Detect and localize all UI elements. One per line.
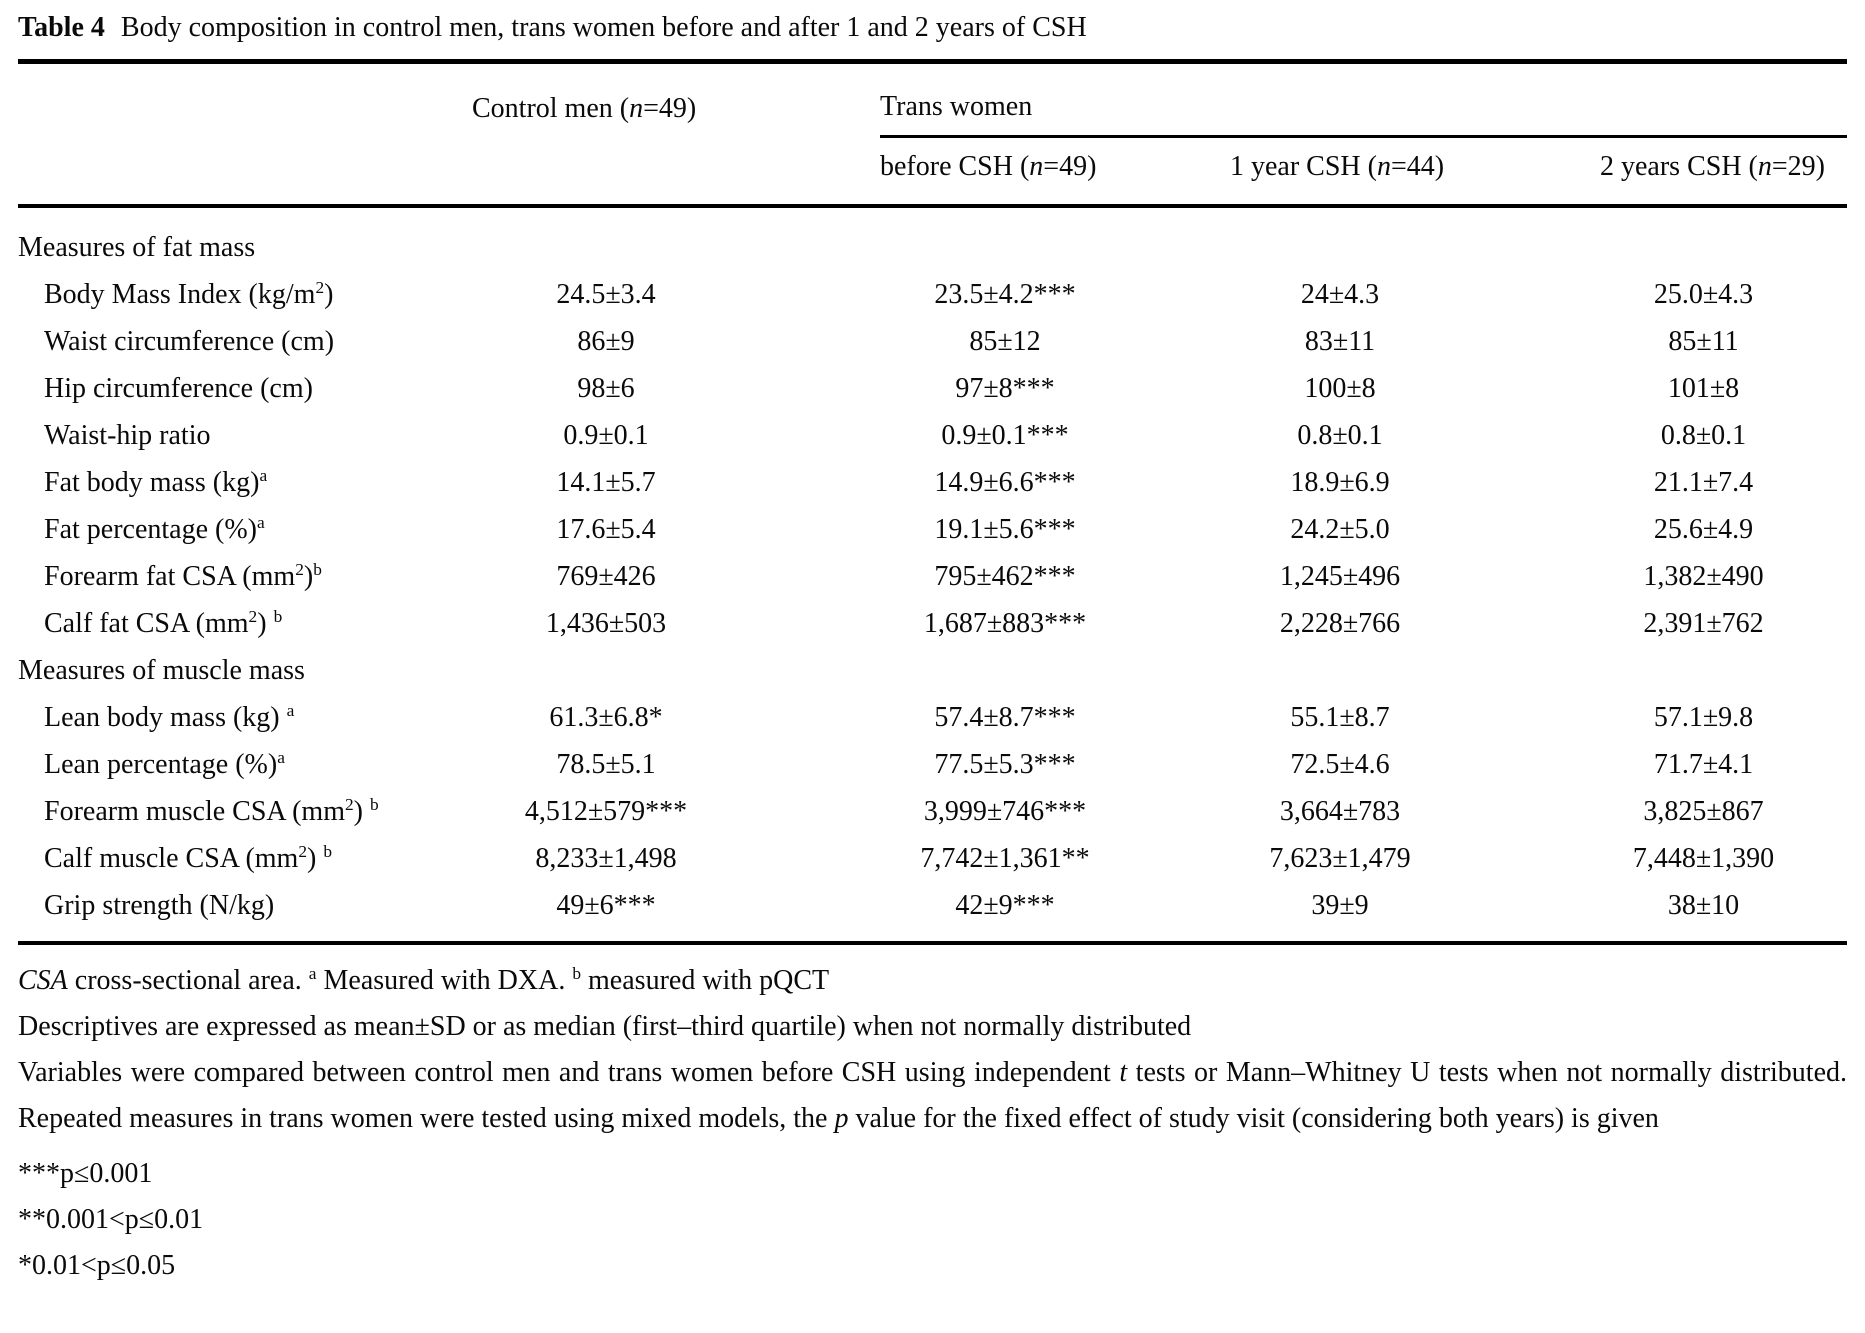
value-cell: 101±8 [1667, 372, 1740, 404]
value-cell: 77.5±5.3*** [934, 748, 1076, 780]
value-cell: 1,245±496 [1279, 560, 1401, 592]
text-segment: ) [324, 278, 334, 310]
value-cell: 24.5±3.4 [556, 278, 656, 310]
table-row [18, 694, 1847, 741]
table-row [18, 412, 1847, 459]
section-row-label [18, 206, 1847, 271]
superscript-mark: b [572, 964, 582, 984]
value-cell: 1,687±883*** [923, 607, 1087, 639]
table-body [18, 206, 1847, 943]
superscript-mark: a [277, 747, 285, 767]
superscript-mark: a [308, 964, 317, 984]
value-cell: 7,448±1,390 [1632, 842, 1775, 874]
superscript-mark: b [370, 794, 379, 814]
text-segment: value for the fixed effect of study visit (considering both years) is given [848, 1103, 1659, 1134]
superscript-mark: 2 [298, 841, 308, 861]
value-cell: 49±6*** [472, 882, 880, 943]
value-cell: 7,742±1,361** [920, 842, 1090, 874]
text-segment: Variables were compared between control men and trans women before CSH using independent [18, 1057, 1120, 1088]
row-label [18, 553, 472, 600]
text-segment: =29) [1771, 151, 1825, 182]
italic-text: n [1376, 151, 1391, 182]
value-cell: 85±12 [969, 325, 1041, 357]
row-label [18, 271, 472, 318]
text-segment: **0.001<p≤0.01 [18, 1204, 204, 1235]
row-label [18, 600, 472, 647]
header-row-group [18, 62, 1847, 137]
superscript-mark: 2 [344, 794, 354, 814]
text-segment: 2 years CSH ( [1600, 151, 1758, 182]
table-number: Table 4 [18, 12, 105, 43]
superscript-mark: b [273, 606, 283, 626]
header-empty-cell [472, 137, 880, 207]
value-cell: 25.0±4.3 [1653, 278, 1754, 310]
value-cell: 3,664±783 [1279, 795, 1401, 827]
value-cell: 18.9±6.9 [1290, 466, 1390, 498]
value-cell: 57.4±8.7*** [934, 701, 1076, 733]
value-cell: 17.6±5.4 [556, 513, 656, 545]
italic-text: n [1029, 151, 1044, 182]
table-row [18, 835, 1847, 882]
value-cell: 19.1±5.6*** [934, 513, 1076, 545]
text-segment: Fat body mass (kg) [44, 466, 260, 498]
row-label [18, 882, 472, 943]
value-cell: 769±426 [556, 560, 656, 592]
table-row [18, 741, 1847, 788]
row-label [18, 318, 472, 365]
footnote-line [18, 1004, 1847, 1050]
row-label [18, 694, 472, 741]
table-row [18, 271, 1847, 318]
body-composition-table [18, 59, 1847, 945]
superscript-mark: a [259, 465, 268, 485]
value-cell: 85±11 [1668, 325, 1739, 357]
value-cell: 14.1±5.7 [556, 466, 656, 498]
value-cell: 0.8±0.1 [1297, 419, 1383, 451]
row-label [18, 788, 472, 835]
value-cell: 39±9 [1230, 882, 1600, 943]
text-segment: Forearm fat CSA (mm [44, 560, 296, 592]
text-segment: Lean percentage (%) [44, 748, 278, 780]
text-segment: cross-sectional area. [67, 965, 309, 996]
text-segment: Measured with DXA. [316, 965, 573, 996]
value-cell: 7,623±1,479 [1269, 842, 1411, 874]
section-row [18, 647, 1847, 694]
italic-text: t [1119, 1057, 1128, 1088]
section-row-label [18, 647, 1847, 694]
value-cell: 71.7±4.1 [1653, 748, 1754, 780]
value-cell: 83±11 [1304, 325, 1376, 357]
superscript-mark: 2 [315, 277, 325, 297]
header-empty-cell [18, 137, 472, 207]
text-segment: Grip strength (N/kg) [44, 889, 275, 921]
value-cell: 97±8*** [955, 372, 1055, 404]
text-segment: =49) [1043, 151, 1097, 182]
value-cell: 1,382±490 [1643, 560, 1764, 592]
table-row [18, 365, 1847, 412]
column-header-control-men [472, 62, 880, 137]
value-cell: 2,391±762 [1643, 607, 1764, 639]
superscript-mark: 2 [248, 606, 258, 626]
value-cell: 38±10 [1600, 882, 1847, 943]
italic-text: p [834, 1103, 849, 1134]
value-cell: 78.5±5.1 [556, 748, 656, 780]
text-segment: 1 year CSH ( [1230, 151, 1377, 182]
text-segment: Lean body mass (kg) [44, 701, 287, 733]
superscript-mark: a [257, 512, 265, 532]
text-segment: Calf fat CSA (mm [44, 607, 249, 639]
table-header [18, 62, 1847, 207]
text-segment: Control men ( [472, 92, 630, 124]
column-header-before-csh [880, 137, 1230, 207]
superscript-mark: b [313, 559, 322, 579]
value-cell: 14.9±6.6*** [934, 466, 1076, 498]
column-header-2-years-csh [1600, 137, 1847, 207]
superscript-mark: 2 [295, 559, 304, 579]
row-label [18, 741, 472, 788]
table-row [18, 459, 1847, 506]
value-cell: 55.1±8.7 [1290, 701, 1390, 733]
superscript-mark: a [286, 700, 295, 720]
table-row [18, 788, 1847, 835]
value-cell: 2,228±766 [1279, 607, 1401, 639]
text-segment: Measures of fat mass [18, 231, 256, 263]
row-label [18, 365, 472, 412]
text-segment: Body Mass Index (kg/m [44, 278, 316, 310]
text-segment: =44) [1390, 151, 1445, 182]
value-cell: 0.9±0.1*** [941, 419, 1069, 451]
trans-women-label: Trans women [880, 91, 1033, 122]
table-row [18, 600, 1847, 647]
text-segment: Descriptives are expressed as mean±SD or as median (first–third quartile) when not normally distributed [18, 1011, 1192, 1042]
table-row [18, 506, 1847, 553]
text-segment: ***p≤0.001 [18, 1158, 153, 1189]
footnote-line [18, 1197, 1847, 1243]
text-segment: tests or Mann–Whitney U tests when not normally distributed. Repeated measures in trans women were tested using mixed models, the [18, 1057, 1848, 1134]
row-label [18, 506, 472, 553]
column-header-1-year-csh [1230, 137, 1600, 207]
value-cell: 795±462*** [934, 560, 1076, 592]
header-empty-cell [18, 62, 472, 137]
value-cell: 4,512±579*** [524, 795, 688, 827]
text-segment: ) [303, 560, 314, 592]
text-segment: Measures of muscle mass [18, 654, 305, 686]
text-segment: Calf muscle CSA (mm [44, 842, 299, 874]
section-row [18, 206, 1847, 271]
italic-text: n [629, 92, 644, 124]
table-caption [18, 12, 1847, 44]
table-row [18, 553, 1847, 600]
footnote-line [18, 1050, 1847, 1142]
table-title-text: Body composition in control men, trans women before and after 1 and 2 years of CSH [120, 12, 1087, 43]
header-row-subcolumns [18, 137, 1847, 207]
value-cell: 24.2±5.0 [1290, 513, 1390, 545]
value-cell: 98±6 [577, 372, 635, 404]
column-header-trans-women [880, 62, 1847, 137]
value-cell: 57.1±9.8 [1653, 701, 1754, 733]
value-cell: 24±4.3 [1300, 278, 1380, 310]
text-segment: ) [257, 607, 274, 639]
row-label [18, 459, 472, 506]
text-segment: before CSH ( [880, 151, 1030, 182]
table-row [18, 882, 1847, 943]
text-segment: Waist circumference (cm) [44, 325, 335, 357]
value-cell: 23.5±4.2*** [934, 278, 1076, 310]
text-segment: *0.01<p≤0.05 [18, 1250, 176, 1281]
value-cell: 0.9±0.1 [563, 419, 649, 451]
italic-text: CSA [18, 965, 68, 996]
footnote-line [18, 958, 1847, 1004]
value-cell: 1,436±503 [545, 607, 667, 639]
value-cell: 8,233±1,498 [535, 842, 677, 874]
text-segment: Forearm muscle CSA (mm [44, 795, 345, 827]
text-segment: ) [353, 795, 370, 827]
value-cell: 100±8 [1304, 372, 1376, 404]
footnote-line [18, 1151, 1847, 1197]
value-cell: 61.3±6.8* [549, 701, 663, 733]
footnotes [18, 958, 1847, 1289]
value-cell: 3,825±867 [1643, 795, 1764, 827]
text-segment: Waist-hip ratio [44, 419, 211, 451]
value-cell: 86±9 [577, 325, 635, 357]
text-segment: =49) [643, 92, 697, 124]
table-row [18, 318, 1847, 365]
value-cell: 72.5±4.6 [1290, 748, 1390, 780]
value-cell: 21.1±7.4 [1653, 466, 1754, 498]
value-cell: 25.6±4.9 [1653, 513, 1754, 545]
footnote-line [18, 1243, 1847, 1289]
superscript-mark: b [323, 841, 333, 861]
text-segment: measured with pQCT [581, 965, 830, 996]
value-cell: 0.8±0.1 [1660, 419, 1747, 451]
text-segment: Hip circumference (cm) [44, 372, 313, 404]
row-label [18, 412, 472, 459]
row-label [18, 835, 472, 882]
italic-text: n [1757, 151, 1772, 182]
value-cell: 42±9*** [880, 882, 1230, 943]
text-segment: ) [307, 842, 324, 874]
value-cell: 3,999±746*** [923, 795, 1087, 827]
text-segment: Fat percentage (%) [44, 513, 257, 545]
